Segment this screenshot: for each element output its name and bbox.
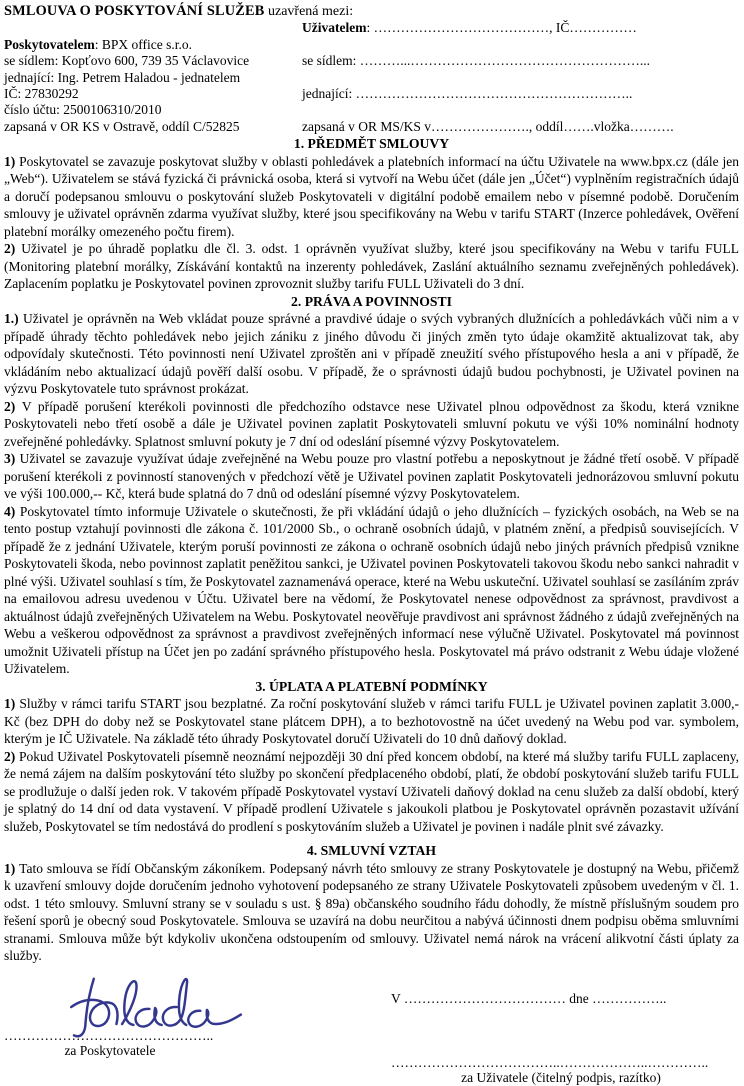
contract-paragraph: 1) Tato smlouva se řídí Občanským zákoníkem. Podepsaný návrh této smlouvy ze strany Poskytovatele je dostupný na Webu, přičemž k uzavření smlouvy dojde doručením jednoho vyhotovení podepsaného ze strany Uživatele Poskytovateli způsobem uvedeným v čl. 1. odst. 1 této smlouvy. Smluvní strany se v souladu s ust. § 89a) občanského soudního řádu dohodly, že místně příslušným soudem pro řešení sporů je obecný soud Poskytovatele. Smlouva se uzavírá na dobu neurčitou a nabývá účinnosti dnem podpisu oběma smluvními stranami. Smlouva může být kdykoliv ukončena odstoupením od smlouvy. Uživatel nemá nárok na vrácení alikvotní části úplaty za služby. [4,860,739,964]
user-signature-label: za Uživatele (čitelný podpis, razítko) [461,1069,661,1085]
provider-cell: jednající: Ing. Petrem Haladou - jednatelem [4,69,241,85]
contract-section [4,293,739,678]
party-label: Poskytovatelem [4,36,95,52]
section-heading: 2. PRÁVA A POVINNOSTI [291,293,452,309]
party-row [4,86,739,102]
provider-cell: zapsaná v OR KS v Ostravě, oddíl C/52825 [4,118,240,134]
user-signature-line: ………………………………..………………..………….. [391,1054,709,1070]
contract-paragraph: 1) Poskytovatel se zavazuje poskytovat služby v oblasti pohledávek a platebních informací na účtu Uživatele na www.bpx.cz (dále jen „Web“). Uživatelem se stává fyzická či právnická osoba, která si vytvoří na Webu účet (dále jen „Účet“) vyplněním registračních údajů a doručí podepsanou smlouvu o poskytování služeb Poskytovateli v digitální podobě emailem nebo v písemné podobě. Doručením smlouvy je uživatel oprávněn zdarma využívat služby, které jsou specifikovány na Webu v tarifu START (Inzerce pohledávek, Ověření platební morálky omezeného počtu firem). [4,153,739,239]
paragraph-number: 2) [4,398,22,414]
contract-paragraph: 1) Služby v rámci tarifu START jsou bezplatné. Za roční poskytování služeb v rámci tarifu FULL je Uživatel povinen zaplatit 3.000,- Kč (bez DPH do doby než se Poskytovatel stane plátcem DPH), a to bezhotovostně na účet uvedený na Webu pod var. symbolem, kterým je IČ Uživatele. Na základě této úhrady Poskytovatel doručí Uživateli do 10 dnů daňový doklad. [4,696,739,747]
section-heading: 1. PŘEDMĚT SMLOUVY [293,136,450,152]
party-row [4,119,739,135]
contract-sections [4,135,739,965]
contract-paragraph: 4) Poskytovatel tímto informuje Uživatele o skutečnosti, že při vkládání údajů o jeho dlužnících – fyzických osobách, na Web se na tento postup vztahují povinnosti dle zákona č. 101/2000 Sb., o ochraně osobních údajů, v platném znění, a předpisů souvisejících. V případě že z jednání Uživatele, kterým poruší povinnosti ze zákona o ochraně osobních údajů nebo jiných právních předpisů vznikne Poskytovateli škoda, nebo povinnost zaplatit peněžitou sankci, je Uživatel povinen Poskytovateli takovou škodu nebo sankci nahradit v plné výši. Uživatel souhlasí s tím, že Poskytovatel zaznamenává operace, které na Webu uskuteční. Uživatel souhlasí se zasíláním zpráv na emailovou adresu uvedenou v Účtu. Uživatel bere na vědomí, že Poskytovatel nenese odpovědnost za správnost, pravdivost a aktuálnost údajů zveřejněných Uživatelem na Webu. Poskytovatel neověřuje pravdivost ani správnost žádného z údajů zveřejněných na Webu a veškerou odpovědnost za správnost a pravdivost zveřejněných informací nese výlučně Uživatel. Poskytovatel má povinnost umožnit Uživateli přístup na Účet jen po zadání správného přístupového hesla. Poskytovatel má právo odstranit z Webu údaje vložené Uživatelem. [4,503,739,677]
contract-paragraph: 2) Uživatel je po úhradě poplatku dle čl. 3. odst. 1 oprávněn využívat služby, které jsou specifikovány na Webu v tarifu FULL (Monitoring platební morálky, Získávání kontaktů na inzerenty pohledávek, Zaslání aktuálního seznamu zveřejněných pohledávek). Zaplacením poplatku je Poskytovatel povinen zprovoznit služby tarifu FULL Uživateli do 3 dní. [4,241,739,292]
contract-paragraph: 3) Uživatel se zavazuje využívat údaje zveřejněné na Webu pouze pro vlastní potřebu a neposkytnout je žádné třetí osobě. V případě porušení kterékoli z povinností stanovených v předchozí větě je Uživatel povinen zaplatit Poskytovateli jednorázovou smluvní pokutu ve výši 100.000,-- Kč, která bude splatná do 7 dnů od odeslání písemné výzvy Poskytovatelem. [4,451,739,502]
paragraph-number: 4) [4,503,20,519]
user-cell [302,102,739,118]
contract-section [4,135,739,293]
user-signature-area [353,970,739,1086]
section-heading: 4. SMLUVNÍ VZTAH [306,843,437,859]
contract-paragraph: 2) Pokud Uživatel Poskytovateli písemně neoznámí nejpozději 30 dní před koncem období, na které má služby tarifu FULL zaplaceny, že nemá zájem na dalším poskytování této služby po skončení předplaceného období, platí, že období poskytování služeb tarifu FULL se prodlužuje o další jeden rok. V takovém případě Poskytovatel vystaví Uživateli daňový doklad na cenu služeb za další období, který je splatný do 14 dní od data vystavení. V případě prodlení Uživatele s jakoukoli platbou je Poskytovatel oprávněn pozastavit užívání služeb, Poskytovatel se tím nedostává do prodlení s poskytováním služeb a Uživatel je povinen i nadále plnit své závazky. [4,748,739,834]
party-row [4,53,739,69]
document-title-tail: uzavřená mezi: [264,4,354,19]
provider-cell [4,20,302,36]
provider-signature-area [4,970,353,1086]
place-date-line: V ……………………………… dne …………….. [391,990,667,1006]
paragraph-number: 1) [4,860,20,876]
party-row [4,102,739,118]
parties-header [4,20,739,135]
provider-signature-line: ……………………………………….. [4,1027,214,1043]
provider-cell: Poskytovatelem: BPX office s.r.o. [4,36,192,52]
provider-cell: číslo účtu: 2500106310/2010 [4,102,162,118]
party-row [4,20,739,36]
user-cell: jednající: …………………………………………………….. [302,86,633,102]
contract-paragraph: 1.) Uživatel je oprávněn na Web vkládat pouze správné a pravdivé údaje o svých vybraných dlužnících a pohledávkách vůči nim a v případě úhrady těchto pohledávek nebo jejich zániku z jiného důvodu či jiných změn tyto údaje okamžitě aktualizovat tak, aby odpovídaly skutečnosti. Této povinnosti není Uživatel zproštěn ani v případě zneužití svého přístupového hesla a ani v případě, že vkládáním nebo aktualizací údajů pověří další osobu. V případě, že o správnosti údajů budou pochybnosti, je Uživatel povinen na výzvu Poskytovatele tuto správnost prokázat. [4,311,739,397]
paragraph-number: 3) [4,451,20,467]
contract-paragraph: 2) V případě porušení kterékoli povinnosti dle předchozího odstavce nese Uživatel plnou odpovědnost za škodu, která vznikne Poskytovateli nebo třetí osobě a dále je Uživatel povinen zaplatit Poskytovateli smluvní pokutu ve výši 10% nominální hodnoty zveřejněné pohledávky. Splatnost smluvní pokuty je 7 dní od odeslání písemné výzvy Poskytovatelem. [4,398,739,449]
document-title-bold: SMLOUVA O POSKYTOVÁNÍ SLUŽEB [4,3,265,19]
document-title [4,3,739,20]
provider-signature-label: za Poskytovatele [64,1042,156,1058]
user-cell: se sídlem: ………...……………………………………………... [302,53,650,69]
paragraph-number: 2) [4,241,22,257]
contract-section [4,842,739,965]
contract-section [4,678,739,836]
section-heading: 3. ÚPLATA A PLATEBNÍ PODMÍNKY [255,678,488,694]
party-label: Uživatelem [302,20,367,36]
provider-cell: IČ: 27830292 [4,86,79,102]
paragraph-number: 2) [4,748,19,764]
user-cell [302,37,739,53]
paragraph-number: 1.) [4,311,23,327]
paragraph-number: 1) [4,696,20,712]
party-row [4,70,739,86]
signature-block [4,970,739,1086]
provider-cell: se sídlem: Kopťovo 600, 739 35 Václavovice [4,53,250,69]
user-cell [302,70,739,86]
user-cell: zapsaná v OR MS/KS v…………………., oddíl…….vložka………. [302,118,674,134]
paragraph-number: 1) [4,153,20,169]
user-cell: Uživatelem: …………………………………, IČ…………… [302,20,637,36]
party-row [4,37,739,53]
